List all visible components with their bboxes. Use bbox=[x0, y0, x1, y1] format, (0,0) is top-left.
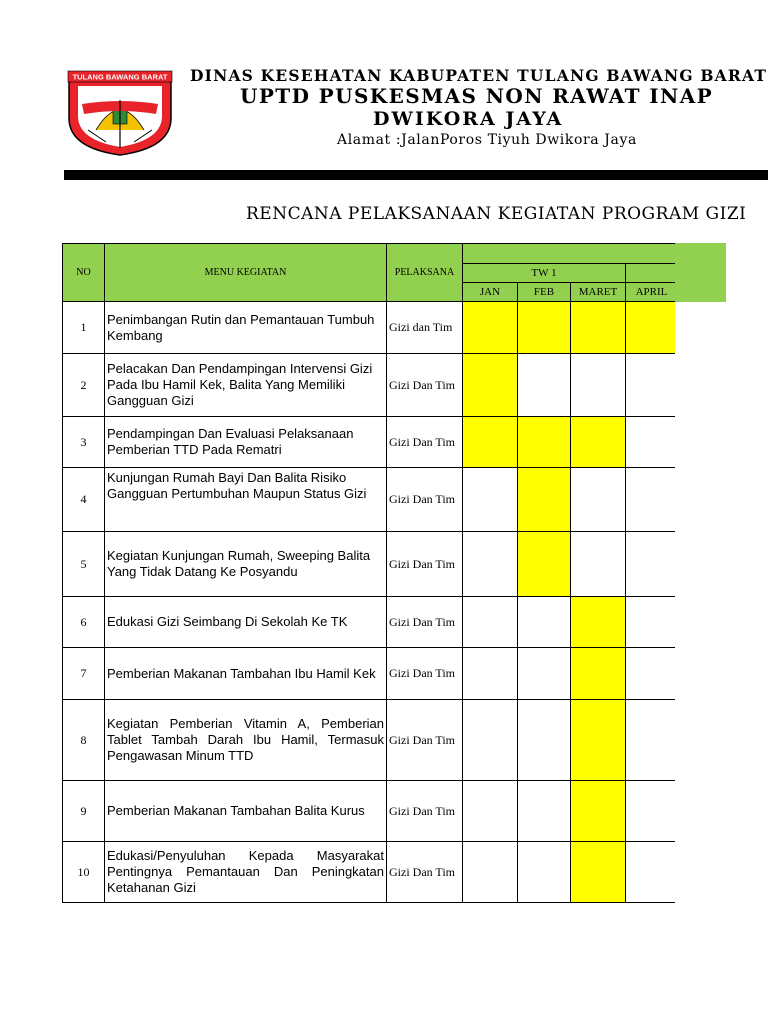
col-header-month: APRIL bbox=[626, 283, 676, 302]
schedule-cell bbox=[571, 648, 626, 700]
executor: Gizi Dan Tim bbox=[387, 468, 463, 532]
executor: Gizi Dan Tim bbox=[387, 417, 463, 468]
activity-name: Edukasi Gizi Seimbang Di Sekolah Ke TK bbox=[105, 597, 387, 648]
executor: Gizi dan Tim bbox=[387, 302, 463, 354]
schedule-cell bbox=[626, 468, 676, 532]
schedule-cell bbox=[626, 700, 676, 781]
schedule-cell bbox=[626, 842, 676, 903]
row-number: 6 bbox=[63, 597, 105, 648]
schedule-cell bbox=[626, 302, 676, 354]
schedule-cell bbox=[626, 532, 676, 597]
schedule-cell bbox=[518, 842, 571, 903]
header-divider bbox=[64, 170, 768, 180]
executor: Gizi Dan Tim bbox=[387, 781, 463, 842]
schedule-cell bbox=[463, 700, 518, 781]
schedule-cell bbox=[571, 468, 626, 532]
schedule-cell bbox=[571, 532, 626, 597]
schedule-cell bbox=[571, 597, 626, 648]
schedule-cell bbox=[626, 597, 676, 648]
table-row bbox=[63, 354, 676, 417]
table-row bbox=[63, 468, 676, 532]
schedule-cell bbox=[626, 417, 676, 468]
col-header-no: NO bbox=[63, 244, 105, 302]
regency-logo bbox=[66, 70, 174, 156]
row-number: 9 bbox=[63, 781, 105, 842]
schedule-cell bbox=[518, 781, 571, 842]
col-header-month: JAN bbox=[463, 283, 518, 302]
schedule-cell bbox=[518, 354, 571, 417]
schedule-cell bbox=[463, 354, 518, 417]
col-header-month: MARET bbox=[571, 283, 626, 302]
activity-name: Kegiatan Kunjungan Rumah, Sweeping Balita Yang Tidak Datang Ke Posyandu bbox=[105, 532, 387, 597]
schedule-table bbox=[62, 243, 675, 903]
row-number: 2 bbox=[63, 354, 105, 417]
schedule-table-viewport bbox=[62, 243, 675, 908]
logo-text: TULANG BAWANG BARAT bbox=[72, 72, 168, 82]
table-row bbox=[63, 417, 676, 468]
row-number: 1 bbox=[63, 302, 105, 354]
executor: Gizi Dan Tim bbox=[387, 842, 463, 903]
schedule-cell bbox=[626, 648, 676, 700]
schedule-cell bbox=[518, 468, 571, 532]
row-number: 10 bbox=[63, 842, 105, 903]
col-header-menu: MENU KEGIATAN bbox=[105, 244, 387, 302]
schedule-cell bbox=[463, 781, 518, 842]
col-header-month: FEB bbox=[518, 283, 571, 302]
row-number: 8 bbox=[63, 700, 105, 781]
header-agency: DINAS KESEHATAN KABUPATEN TULANG BAWANG BARAT bbox=[190, 66, 768, 85]
col-header-schedule bbox=[463, 244, 676, 264]
schedule-cell bbox=[626, 354, 676, 417]
executor: Gizi Dan Tim bbox=[387, 597, 463, 648]
schedule-cell bbox=[571, 700, 626, 781]
executor: Gizi Dan Tim bbox=[387, 354, 463, 417]
schedule-cell bbox=[463, 468, 518, 532]
table-row bbox=[63, 700, 676, 781]
table-row bbox=[63, 532, 676, 597]
row-number: 4 bbox=[63, 468, 105, 532]
header-location: DWIKORA JAYA bbox=[373, 108, 564, 130]
schedule-cell bbox=[571, 781, 626, 842]
table-row bbox=[63, 842, 676, 903]
row-number: 5 bbox=[63, 532, 105, 597]
executor: Gizi Dan Tim bbox=[387, 700, 463, 781]
activity-name: Penimbangan Rutin dan Pemantauan Tumbuh Kembang bbox=[105, 302, 387, 354]
activity-name: Edukasi/Penyuluhan Kepada Masyarakat Pentingnya Pemantauan Dan Peningkatan Ketahanan Gizi bbox=[105, 842, 387, 903]
schedule-cell bbox=[463, 302, 518, 354]
document-title: RENCANA PELAKSANAAN KEGIATAN PROGRAM GIZI bbox=[246, 204, 747, 224]
col-header-next bbox=[626, 264, 676, 283]
executor: Gizi Dan Tim bbox=[387, 532, 463, 597]
schedule-cell bbox=[518, 700, 571, 781]
schedule-cell bbox=[518, 532, 571, 597]
schedule-cell bbox=[571, 842, 626, 903]
activity-name: Pendampingan Dan Evaluasi Pelaksanaan Pemberian TTD Pada Rematri bbox=[105, 417, 387, 468]
table-row bbox=[63, 302, 676, 354]
executor: Gizi Dan Tim bbox=[387, 648, 463, 700]
schedule-cell bbox=[518, 417, 571, 468]
table-row bbox=[63, 781, 676, 842]
activity-name: Pemberian Makanan Tambahan Balita Kurus bbox=[105, 781, 387, 842]
schedule-cell bbox=[571, 417, 626, 468]
col-header-pelaksana: PELAKSANA bbox=[387, 244, 463, 302]
schedule-cell bbox=[463, 648, 518, 700]
table-row bbox=[63, 597, 676, 648]
header-overflow-fill bbox=[675, 243, 726, 302]
table-row bbox=[63, 648, 676, 700]
schedule-cell bbox=[571, 302, 626, 354]
header-unit: UPTD PUSKESMAS NON RAWAT INAP bbox=[240, 84, 714, 108]
header-address: Alamat :JalanPoros Tiyuh Dwikora Jaya bbox=[337, 132, 637, 148]
row-number: 7 bbox=[63, 648, 105, 700]
schedule-cell bbox=[463, 417, 518, 468]
schedule-cell bbox=[518, 597, 571, 648]
activity-name: Pelacakan Dan Pendampingan Intervensi Gizi Pada Ibu Hamil Kek, Balita Yang Memiliki Gangguan Gizi bbox=[105, 354, 387, 417]
schedule-cell bbox=[463, 597, 518, 648]
schedule-cell bbox=[463, 532, 518, 597]
activity-name: Kunjungan Rumah Bayi Dan Balita Risiko Gangguan Pertumbuhan Maupun Status Gizi bbox=[105, 468, 387, 532]
activity-name: Kegiatan Pemberian Vitamin A, Pemberian Tablet Tambah Darah Ibu Hamil, Termasuk Pengawasan Minum TTD bbox=[105, 700, 387, 781]
schedule-cell bbox=[571, 354, 626, 417]
schedule-cell bbox=[463, 842, 518, 903]
activity-name: Pemberian Makanan Tambahan Ibu Hamil Kek bbox=[105, 648, 387, 700]
schedule-cell bbox=[626, 781, 676, 842]
schedule-cell bbox=[518, 302, 571, 354]
row-number: 3 bbox=[63, 417, 105, 468]
col-header-quarter: TW 1 bbox=[463, 264, 626, 283]
schedule-cell bbox=[518, 648, 571, 700]
